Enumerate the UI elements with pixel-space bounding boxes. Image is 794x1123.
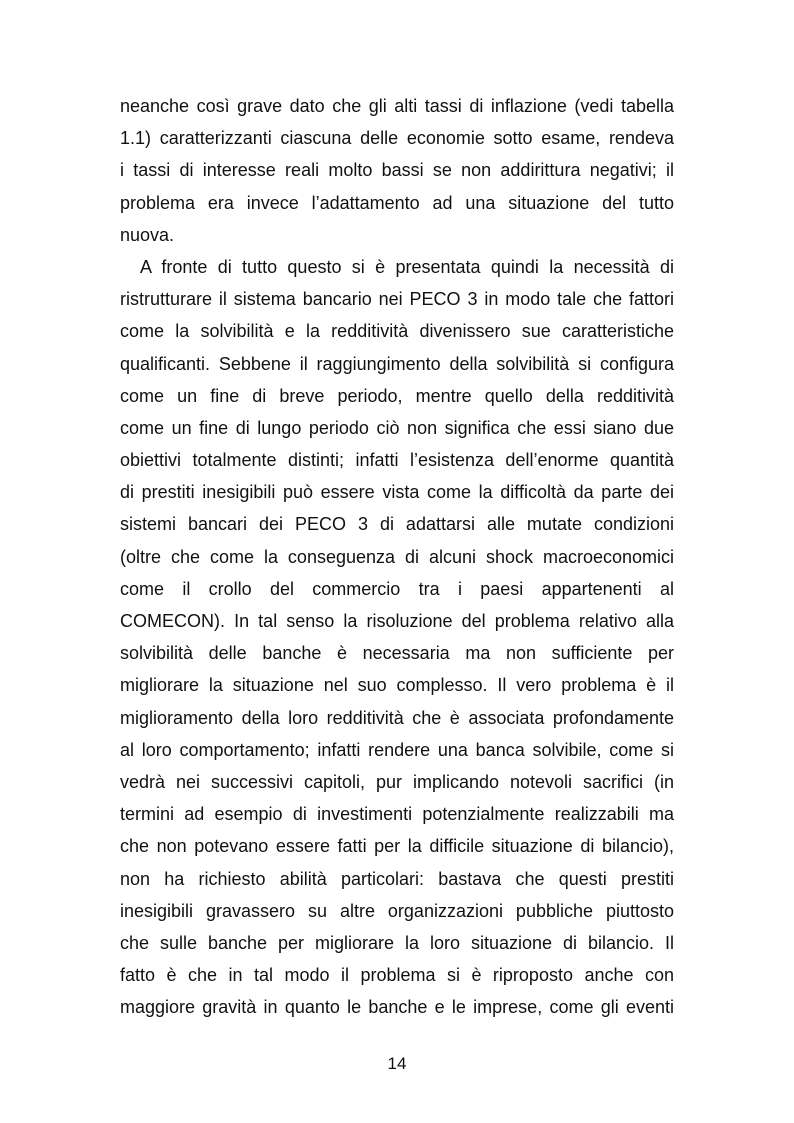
text-line: inesigibili gravassero su altre organizzazioni pubbliche piuttosto — [120, 900, 674, 921]
text-line: che non potevano essere fatti per la difficile situazione di bilancio), — [120, 836, 674, 857]
text-line: nuova. — [120, 224, 175, 245]
text-line: non ha richiesto abilità particolari: bastava che questi prestiti — [120, 868, 674, 889]
text-line: A fronte di tutto questo si è presentata quindi la necessità di — [140, 256, 674, 277]
text-line: fatto è che in tal modo il problema si è riproposto anche con — [120, 965, 674, 986]
text-line: ristrutturare il sistema bancario nei PECO 3 in modo tale che fattori — [120, 289, 674, 310]
text-line: come il crollo del commercio tra i paesi appartenenti al — [120, 578, 674, 599]
text-line: che sulle banche per migliorare la loro situazione di bilancio. Il — [120, 932, 674, 953]
text-line: i tassi di interesse reali molto bassi se non addirittura negativi; il — [120, 160, 674, 181]
text-line: di prestiti inesigibili può essere vista come la difficoltà da parte dei — [120, 482, 674, 503]
text-line: vedrà nei successivi capitoli, pur implicando notevoli sacrifici (in — [120, 771, 674, 792]
text-line: qualificanti. Sebbene il raggiungimento della solvibilità si configura — [120, 353, 674, 374]
text-line: migliorare la situazione nel suo complesso. Il vero problema è il — [120, 675, 674, 696]
text-line: sistemi bancari dei PECO 3 di adattarsi alle mutate condizioni — [120, 514, 674, 535]
text-line: obiettivi totalmente distinti; infatti l’esistenza dell’enorme quantità — [120, 450, 674, 471]
text-line: solvibilità delle banche è necessaria ma non sufficiente per — [120, 643, 674, 664]
text-line: termini ad esempio di investimenti potenzialmente realizzabili ma — [120, 804, 674, 825]
text-line: miglioramento della loro redditività che è associata profondamente — [120, 707, 674, 728]
text-line: maggiore gravità in quanto le banche e le imprese, come gli eventi — [120, 997, 674, 1018]
text-line: come un fine di lungo periodo ciò non significa che essi siano due — [120, 417, 674, 438]
text-line: 1.1) caratterizzanti ciascuna delle economie sotto esame, rendeva — [120, 128, 674, 149]
text-line: neanche così grave dato che gli alti tassi di inflazione (vedi tabella — [120, 96, 674, 116]
text-line: come la solvibilità e la redditività divenissero sue caratteristiche — [120, 321, 674, 342]
text-line: come un fine di breve periodo, mentre quello della redditività — [120, 385, 674, 406]
page-number: 14 — [387, 1054, 407, 1073]
text-line: (oltre che come la conseguenza di alcuni shock macroeconomici — [120, 546, 674, 567]
document-body — [120, 90, 674, 1023]
text-line: problema era invece l’adattamento ad una situazione del tutto — [120, 192, 674, 213]
text-line: al loro comportamento; infatti rendere una banca solvibile, come si — [120, 739, 674, 760]
text-line: COMECON). In tal senso la risoluzione del problema relativo alla — [120, 611, 674, 631]
